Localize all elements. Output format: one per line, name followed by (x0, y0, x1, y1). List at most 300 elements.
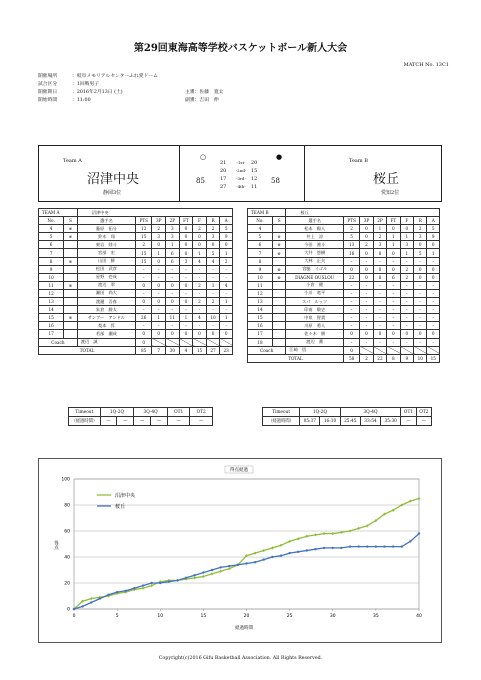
player-row (39, 225, 233, 233)
column-header: 選手名 (77, 217, 135, 225)
stat-cell: - (343, 306, 359, 314)
team-b-name: 桜丘 (373, 172, 400, 187)
x-tick-label: 0 (72, 614, 76, 619)
stat-cell: 6 (387, 273, 400, 281)
series-point (357, 545, 359, 547)
player-row (248, 257, 440, 265)
stat-cell: 0 (179, 298, 193, 306)
series-point (340, 547, 342, 549)
stat-cell: - (414, 298, 427, 306)
player-row (248, 241, 440, 249)
stat-cell: - (400, 298, 413, 306)
stat-cell: 0 (179, 225, 193, 233)
stat-cell: 2 (343, 225, 359, 233)
total-label: TOTAL (39, 346, 136, 354)
series-point (418, 532, 420, 534)
stat-cell: 4 (220, 281, 233, 289)
total-cell: 58 (343, 354, 359, 362)
stat-cell: - (400, 257, 413, 265)
series-point (409, 540, 411, 542)
x-tick-label: 20 (243, 614, 250, 619)
stat-cell: 0 (360, 273, 373, 281)
stat-cell: - (400, 281, 413, 289)
stat-cell: 13 (248, 298, 273, 306)
player-name: 大井 悠樹 (286, 249, 344, 257)
period-b-score: 20 (251, 160, 258, 166)
x-axis-label: 経過時間 (235, 626, 253, 631)
stat-cell (272, 314, 285, 322)
series-point (366, 545, 368, 547)
player-name: 松田 武彦 (77, 265, 135, 273)
team-b-total-row (248, 354, 440, 362)
total-cell: 9 (400, 354, 413, 362)
stat-cell (272, 338, 285, 346)
player-name: 山田 勝 (77, 257, 135, 265)
stat-cell: - (206, 306, 220, 314)
team-a-label: Team A (63, 158, 82, 164)
stat-cell: 2 (400, 265, 413, 273)
stat-cell: - (193, 273, 207, 281)
stat-cell: 0 (414, 330, 427, 338)
legend-label: 沼津中央 (115, 492, 136, 499)
stat-cell: 26 (135, 314, 151, 322)
stat-cell: ※ (272, 241, 285, 249)
total-cell: 27 (206, 346, 220, 354)
stat-cell: ※ (64, 314, 78, 322)
stat-cell: - (427, 281, 440, 289)
stat-cell: 0 (152, 330, 166, 338)
scoreboard (38, 145, 442, 202)
stat-cell: 4 (248, 225, 273, 233)
timeout-value: — (151, 417, 168, 426)
series-point (90, 601, 92, 603)
stat-cell: - (373, 289, 386, 297)
stat-cell (64, 298, 78, 306)
column-header: F (193, 217, 207, 225)
stat-cell: 8 (248, 257, 273, 265)
y-tick-label: 80 (64, 503, 70, 509)
stat-cell: - (343, 338, 359, 346)
stat-cell: 6 (39, 241, 64, 249)
stat-cell: 0 (360, 265, 373, 273)
stat-cell (64, 249, 78, 257)
player-row (39, 289, 233, 297)
column-header: No. (248, 217, 273, 225)
chart-title: 得点経過 (230, 468, 248, 473)
timeout-label: Timeout (263, 408, 300, 417)
stat-cell: 0 (152, 241, 166, 249)
stat-cell: 1 (220, 314, 233, 322)
player-row (248, 322, 440, 330)
stat-cell: - (179, 265, 193, 273)
x-tick-label: 15 (200, 614, 207, 619)
player-row (248, 306, 440, 314)
player-row (248, 281, 440, 289)
timeout-sub-label: （経過時間） (263, 417, 300, 426)
period-b-score: 12 (251, 176, 258, 182)
series-point (375, 545, 377, 547)
team-a-panel (39, 146, 179, 201)
stat-cell: - (360, 298, 373, 306)
timeout-col: OT2 (416, 408, 431, 417)
series-point (332, 547, 334, 549)
stat-cell: 10 (206, 314, 220, 322)
stat-cell: 9 (220, 233, 233, 241)
team-b-timeout-table (262, 407, 432, 426)
info-label: 副審 (185, 98, 195, 103)
stat-cell: 0 (206, 241, 220, 249)
y-axis-label: 得点 (53, 540, 59, 550)
period-label: -1st- (236, 160, 246, 165)
stat-cell: 22 (343, 273, 359, 281)
stat-cell: - (135, 265, 151, 273)
stat-cell: 15 (135, 257, 151, 265)
player-row (248, 298, 440, 306)
player-name: 川原 勇人 (286, 322, 344, 330)
stat-cell: - (152, 289, 166, 297)
stat-cell: 0 (427, 265, 440, 273)
total-cell: 4 (179, 346, 193, 354)
blank-cell (166, 338, 180, 346)
info-value: 2016年2月13日 (土) (76, 90, 123, 95)
stat-cell: - (414, 281, 427, 289)
stat-cell: ※ (64, 233, 78, 241)
stat-cell: - (387, 314, 400, 322)
column-header: A (427, 217, 440, 225)
stat-cell: - (373, 306, 386, 314)
stat-cell: 5 (427, 225, 440, 233)
player-row (39, 322, 233, 330)
stat-cell: 8 (373, 249, 386, 257)
timeout-value: 25:45 (340, 417, 360, 426)
player-name: 宮部 宏 (77, 249, 135, 257)
x-tick-label: 5 (115, 614, 119, 619)
stat-cell: 2 (206, 298, 220, 306)
stat-cell: ※ (272, 273, 285, 281)
stat-cell: 0 (343, 330, 359, 338)
stat-cell: 9 (427, 233, 440, 241)
stat-cell: 0 (135, 281, 151, 289)
stat-cell: 0 (387, 225, 400, 233)
stat-cell: - (427, 322, 440, 330)
stat-cell: - (373, 298, 386, 306)
stat-cell: 1 (220, 249, 233, 257)
stat-cell: - (387, 322, 400, 330)
player-row (39, 273, 233, 281)
stat-cell: - (166, 273, 180, 281)
timeout-value: — (401, 417, 416, 426)
column-header: 3P (360, 217, 373, 225)
player-row (39, 314, 233, 322)
stat-cell: - (135, 322, 151, 330)
period-a-score: 27 (220, 184, 227, 190)
stat-cell: 16 (343, 249, 359, 257)
total-cell: 85 (135, 346, 151, 354)
stat-cell (64, 289, 78, 297)
stat-cell: 6 (166, 249, 180, 257)
stat-cell: 11 (39, 281, 64, 289)
series-point (245, 562, 247, 564)
info-time: 開始時間 ：11:00 (38, 98, 91, 103)
stat-cell: 2 (220, 257, 233, 265)
player-row (248, 314, 440, 322)
stat-cell: - (152, 273, 166, 281)
info-venue: 開催場所 ：岐阜メモリアルセンターふれ愛ドーム (38, 74, 158, 79)
stat-cell: 0 (414, 241, 427, 249)
stat-cell: - (427, 338, 440, 346)
timeout-col: 3Q-4Q (340, 408, 401, 417)
stat-cell: 5 (414, 249, 427, 257)
player-row (39, 233, 233, 241)
period-label: -3rd- (236, 176, 246, 181)
series-point (133, 587, 135, 589)
timeout-col: OT2 (190, 408, 213, 417)
stat-cell (272, 257, 285, 265)
column-header: S (272, 217, 285, 225)
series-point (228, 565, 230, 567)
column-header: F (400, 217, 413, 225)
stat-cell: 0 (193, 233, 207, 241)
stat-cell (64, 330, 78, 338)
stat-cell: 1 (179, 314, 193, 322)
column-header: 2P (166, 217, 180, 225)
stat-cell: - (343, 314, 359, 322)
timeout-value: — (416, 417, 431, 426)
info-label: 開催期日 (38, 90, 58, 95)
stat-cell: 10 (39, 273, 64, 281)
team-b-rank: 愛知2位 (381, 190, 400, 196)
period-b-score: 15 (251, 168, 258, 174)
stat-cell: - (360, 322, 373, 330)
stat-cell: - (220, 273, 233, 281)
stat-cell: 14 (248, 306, 273, 314)
series-point (176, 579, 178, 581)
stat-cell (272, 225, 285, 233)
stat-cell: 0 (360, 225, 373, 233)
stat-cell: 1 (387, 233, 400, 241)
stat-cell: 12 (248, 289, 273, 297)
stat-cell: - (373, 338, 386, 346)
period-label: -4th- (236, 184, 246, 189)
coach-label: Coach (248, 346, 286, 354)
stat-cell: 0 (343, 265, 359, 273)
timeout-value: 05:37 (300, 417, 320, 426)
series-point (107, 594, 109, 596)
blank-cell (387, 346, 400, 354)
stat-cell: - (387, 281, 400, 289)
column-header: A (220, 217, 233, 225)
player-row (248, 330, 440, 338)
series-point (280, 555, 282, 557)
stat-cell: 10 (248, 273, 273, 281)
stat-cell: 0 (179, 330, 193, 338)
team-b-team-header: TEAM B (248, 209, 286, 217)
stat-cell: 7 (39, 249, 64, 257)
team-b-timeout-values-row (263, 417, 432, 426)
stat-cell: - (387, 306, 400, 314)
player-name: 若部 瀬成 (77, 330, 135, 338)
info-value: 1回戦男子 (76, 82, 100, 87)
stat-cell: - (343, 281, 359, 289)
stat-cell: - (179, 306, 193, 314)
player-row (248, 233, 440, 241)
stat-cell: - (360, 257, 373, 265)
column-header: 選手名 (286, 217, 344, 225)
stat-cell: - (206, 273, 220, 281)
stat-cell: 1 (220, 298, 233, 306)
coach-name: 江崎 悟 (286, 346, 344, 354)
stat-cell: 8 (373, 273, 386, 281)
legend-label: 桜丘 (115, 503, 126, 510)
stat-cell: - (373, 257, 386, 265)
team-b-total: 58 (271, 177, 280, 185)
player-name: スパ ルッツ (286, 298, 344, 306)
stat-cell: 4 (206, 257, 220, 265)
stat-cell: 16 (39, 322, 64, 330)
stat-cell: 0 (220, 330, 233, 338)
team-b-timeout-header-row (263, 408, 432, 417)
stat-cell: - (360, 314, 373, 322)
info-label: 主審 (185, 90, 195, 95)
y-tick-label: 40 (64, 555, 70, 561)
stat-cell: - (179, 289, 193, 297)
stat-cell: 3 (152, 233, 166, 241)
player-name: 松本 陽人 (286, 225, 344, 233)
player-row (248, 265, 440, 273)
timeout-value: — (167, 417, 190, 426)
stat-cell: - (414, 338, 427, 346)
stat-cell: 0 (166, 298, 180, 306)
stat-cell: 1 (400, 233, 413, 241)
stat-cell: - (373, 322, 386, 330)
player-row (39, 249, 233, 257)
blank-cell (360, 346, 373, 354)
stat-cell: 17 (39, 330, 64, 338)
stat-cell: 1 (166, 241, 180, 249)
stat-cell: 0 (400, 330, 413, 338)
stat-cell: - (414, 314, 427, 322)
team-b-label: Team B (349, 158, 368, 164)
stat-cell: 2 (193, 281, 207, 289)
timeout-col: 3Q-4Q (134, 408, 168, 417)
stat-cell: 3 (206, 233, 220, 241)
series-point (116, 591, 118, 593)
total-cell: 15 (193, 346, 207, 354)
stat-cell: 7 (248, 249, 273, 257)
stat-cell: 3 (414, 233, 427, 241)
stat-cell: 9 (248, 265, 273, 273)
y-tick-label: 60 (64, 529, 70, 535)
team-a-timeout-table (68, 407, 213, 426)
stat-cell (64, 241, 78, 249)
team-b-panel (303, 146, 441, 201)
stat-cell: - (220, 289, 233, 297)
stat-cell (272, 322, 285, 330)
stat-cell: - (400, 338, 413, 346)
team-a-timeout-header-row (69, 408, 213, 417)
stat-cell: 2 (400, 273, 413, 281)
stat-cell: - (400, 322, 413, 330)
stat-cell: - (360, 338, 373, 346)
stat-cell: - (193, 306, 207, 314)
series-point (383, 545, 385, 547)
timeout-value: 33:54 (360, 417, 380, 426)
stat-cell: - (152, 322, 166, 330)
stat-cell: ※ (272, 233, 285, 241)
stat-cell: - (206, 322, 220, 330)
series-point (237, 564, 239, 566)
series-point (271, 556, 273, 558)
player-name: 藤原 拓分 (77, 225, 135, 233)
player-name: 梨本 惇 (77, 322, 135, 330)
stat-cell: 8 (39, 257, 64, 265)
total-label: TOTAL (248, 354, 344, 362)
player-name: 瀬田 尚大 (77, 289, 135, 297)
stat-cell: 0 (373, 330, 386, 338)
info-label: 開催場所 (38, 74, 58, 79)
stat-cell: 2 (193, 225, 207, 233)
series-point (288, 552, 290, 554)
stat-cell: 0 (152, 257, 166, 265)
stat-cell: 2 (360, 241, 373, 249)
series-point (81, 605, 83, 607)
total-cell: 22 (373, 354, 386, 362)
stat-cell: 17 (248, 330, 273, 338)
stat-cell: 0 (166, 330, 180, 338)
chart-svg (39, 459, 441, 642)
x-tick-label: 40 (416, 614, 422, 619)
stat-cell: 16 (248, 322, 273, 330)
stat-cell: 15 (248, 314, 273, 322)
stat-cell: ※ (64, 281, 78, 289)
blank-cell (193, 338, 207, 346)
period-label: -2nd- (235, 168, 247, 173)
stat-cell: 13 (343, 241, 359, 249)
timeout-value: 35:30 (381, 417, 401, 426)
series-point (142, 584, 144, 586)
stat-cell: 6 (166, 257, 180, 265)
team-a-coach-row (39, 338, 233, 346)
stat-cell: 0 (206, 330, 220, 338)
stat-cell: - (400, 289, 413, 297)
stat-cell: - (373, 314, 386, 322)
player-row (248, 273, 440, 281)
blank-cell (414, 346, 427, 354)
stat-cell: - (166, 289, 180, 297)
stat-cell: ※ (272, 249, 285, 257)
y-tick-label: 100 (61, 477, 70, 483)
stat-cell: 2 (414, 225, 427, 233)
stat-cell: - (414, 322, 427, 330)
timeout-sub-label: （経過時間） (69, 417, 101, 426)
blank-cell (427, 346, 440, 354)
series-point (392, 545, 394, 547)
stat-cell: 0 (427, 330, 440, 338)
stat-cell: 0 (387, 265, 400, 273)
series-point (254, 561, 256, 563)
player-row (248, 225, 440, 233)
stat-cell (272, 306, 285, 314)
coach-points: 0 (135, 338, 151, 346)
period-b-score: 11 (251, 184, 258, 190)
info-category: 試合区分 ：1回戦男子 (38, 82, 100, 87)
stat-cell: 2 (206, 225, 220, 233)
stat-cell: 14 (39, 306, 64, 314)
team-b-coach-row (248, 346, 440, 354)
player-name: 朱倉 勝太 (77, 306, 135, 314)
period-row (220, 159, 264, 167)
stat-cell: - (193, 265, 207, 273)
